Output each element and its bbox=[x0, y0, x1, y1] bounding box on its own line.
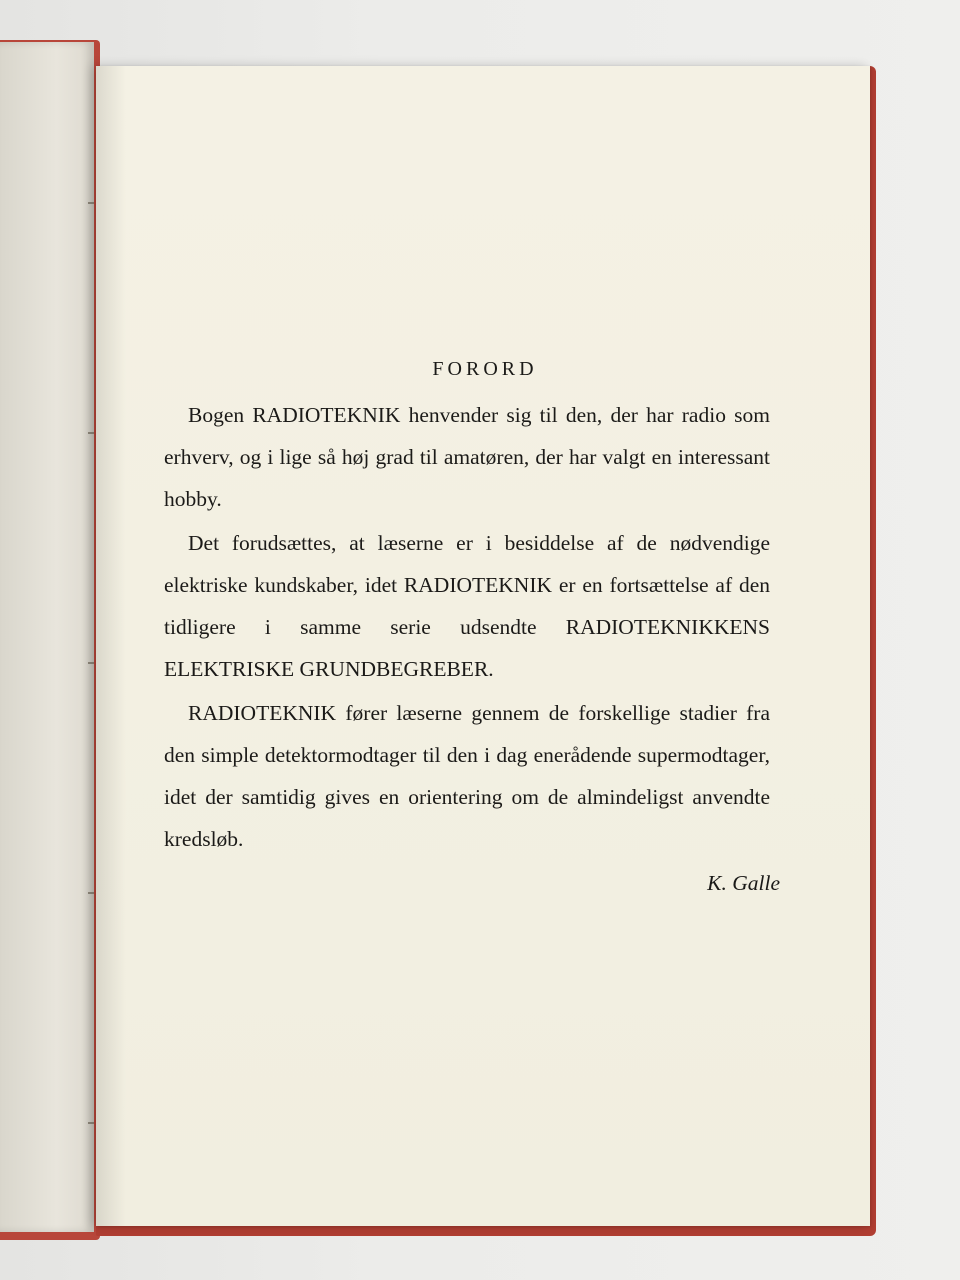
binding-stitch bbox=[88, 432, 94, 434]
book-page bbox=[96, 66, 870, 1226]
foreword-paragraph-2: Det forudsættes, at læserne er i besiddelse af de nødvendige elektriske kundskaber, idet RADIOTEKNIK er en fortsættelse af den tidligere i samme serie udsendte RADIOTEKNIKKENS ELEKTRISKE GRUNDBEGREBER. bbox=[164, 531, 770, 681]
binding-stitch bbox=[88, 202, 94, 204]
foreword-text-block bbox=[164, 348, 780, 904]
foreword-paragraph-1: Bogen RADIOTEKNIK henvender sig til den, der har radio som erhverv, og i lige så høj grad til amatøren, der har valgt en interessant hobby. bbox=[164, 403, 770, 511]
author-signature: K. Galle bbox=[707, 871, 780, 895]
binding-stitch bbox=[88, 662, 94, 664]
foreword-paragraph-3: RADIOTEKNIK fører læserne gennem de forskellige stadier fra den simple detektormodtager til den i dag enerådende supermodtager, idet der samtidig gives en orientering om de almindeligst anvendte kredsløb. bbox=[164, 701, 770, 851]
left-page-edge bbox=[0, 42, 94, 1232]
binding-stitch bbox=[88, 1122, 94, 1124]
gutter-shadow bbox=[96, 66, 126, 1226]
foreword-heading: FORORD bbox=[432, 358, 538, 380]
binding-stitch bbox=[88, 892, 94, 894]
